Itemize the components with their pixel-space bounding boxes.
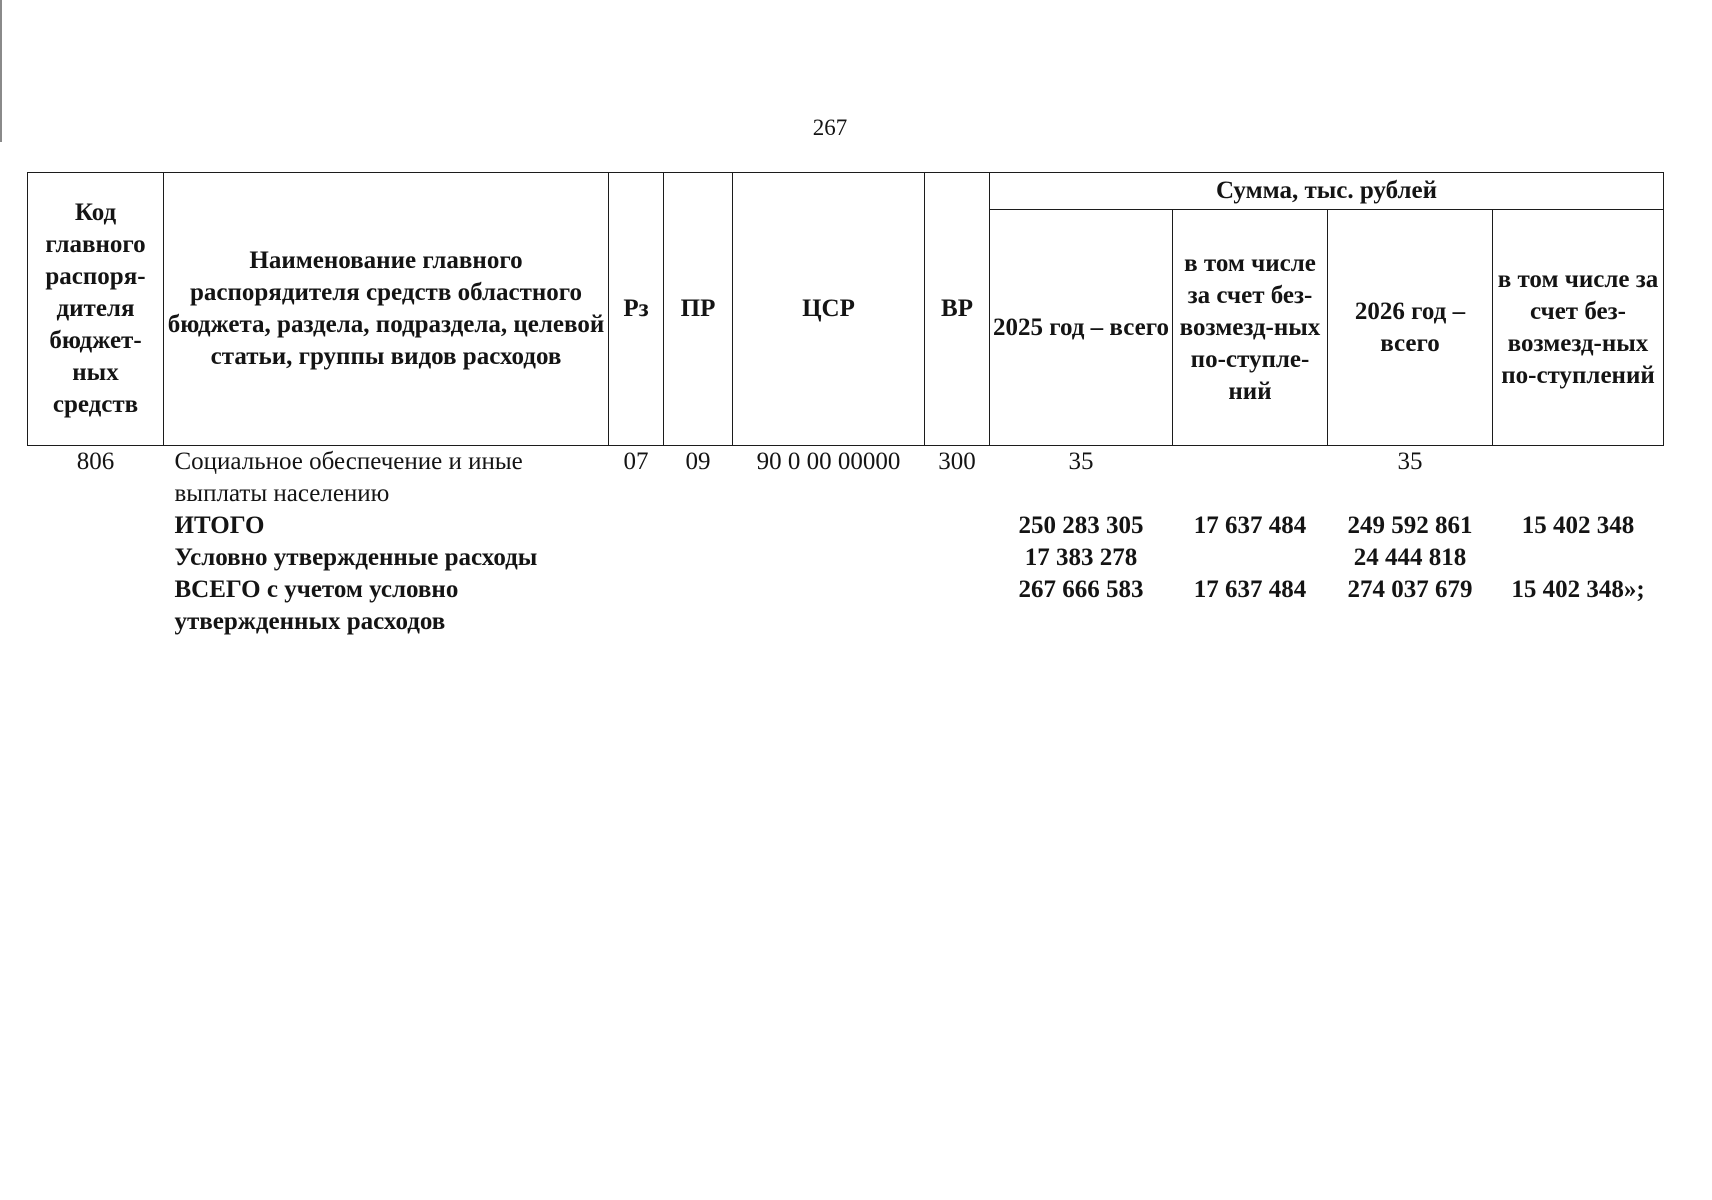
cell-code <box>28 574 164 638</box>
cell-name: Социальное обеспечение и иные выплаты населению <box>174 448 523 507</box>
header-csr: ЦСР <box>733 173 925 446</box>
cell-2025-total: 17 383 278 <box>1024 544 1138 571</box>
cell-csr <box>733 510 925 542</box>
header-sum: Сумма, тыс. рублей <box>990 173 1664 210</box>
cell-2026-grants: 15 402 348»; <box>1511 576 1645 603</box>
cell-2026-total: 249 592 861 <box>1347 512 1473 539</box>
cell-2025-total: 35 <box>1068 448 1094 475</box>
table-body <box>28 446 1664 639</box>
cell-2025-total: 267 666 583 <box>1018 576 1144 603</box>
table-row-total <box>28 510 1664 542</box>
cell-name: ВСЕГО с учетом условно утвержденных расходов <box>174 576 459 635</box>
page-number: 267 <box>812 115 848 140</box>
cell-csr <box>733 574 925 638</box>
header-name: Наименование главного распорядителя средств областного бюджета, раздела, подраздела, целевой статьи, группы видов расходов <box>164 173 609 446</box>
cell-2026-grants <box>1493 446 1664 511</box>
cell-2025-total: 250 283 305 <box>1018 512 1144 539</box>
cell-code: 806 <box>76 448 115 475</box>
cell-rz <box>609 574 664 638</box>
cell-name: Условно утвержденные расходы <box>174 544 538 571</box>
cell-2025-grants: 17 637 484 <box>1193 576 1307 603</box>
cell-2025-grants: 17 637 484 <box>1193 512 1307 539</box>
cell-csr <box>733 542 925 574</box>
header-vr: ВР <box>925 173 990 446</box>
cell-code <box>28 510 164 542</box>
cell-rz <box>609 510 664 542</box>
cell-vr <box>925 574 990 638</box>
table-row-conditional <box>28 542 1664 574</box>
header-rz: Рз <box>609 173 664 446</box>
cell-2026-total: 35 <box>1397 448 1423 475</box>
cell-pr: 09 <box>685 448 711 475</box>
cell-vr <box>925 510 990 542</box>
cell-pr <box>664 510 733 542</box>
cell-name: ИТОГО <box>174 512 265 539</box>
header-2026-total: 2026 год – всего <box>1328 210 1493 446</box>
cell-csr: 90 0 00 00000 <box>756 448 901 475</box>
header-2026-grants: в том числе за счет без-возмезд-ных по-ступлений <box>1493 210 1664 446</box>
budget-table <box>27 172 1664 638</box>
cell-pr <box>664 542 733 574</box>
header-2025-total: 2025 год – всего <box>990 210 1173 446</box>
cell-2025-grants <box>1173 542 1328 574</box>
cell-rz: 07 <box>623 448 649 475</box>
cell-2026-total: 24 444 818 <box>1353 544 1467 571</box>
cell-2026-grants: 15 402 348 <box>1521 512 1635 539</box>
cell-pr <box>664 574 733 638</box>
cell-vr: 300 <box>938 448 976 475</box>
cell-code <box>28 542 164 574</box>
cell-2026-grants <box>1493 542 1664 574</box>
cell-2025-grants <box>1173 446 1328 511</box>
table-row-grand-total <box>28 574 1664 638</box>
header-code: Код главного распоря-дителя бюджет-ных средств <box>28 173 164 446</box>
table-header <box>28 173 1664 446</box>
cell-2026-total: 274 037 679 <box>1347 576 1473 603</box>
header-2025-grants: в том числе за счет без-возмезд-ных по-ступле-ний <box>1173 210 1328 446</box>
table-row <box>28 446 1664 511</box>
cell-rz <box>609 542 664 574</box>
cell-vr <box>925 542 990 574</box>
header-pr: ПР <box>664 173 733 446</box>
